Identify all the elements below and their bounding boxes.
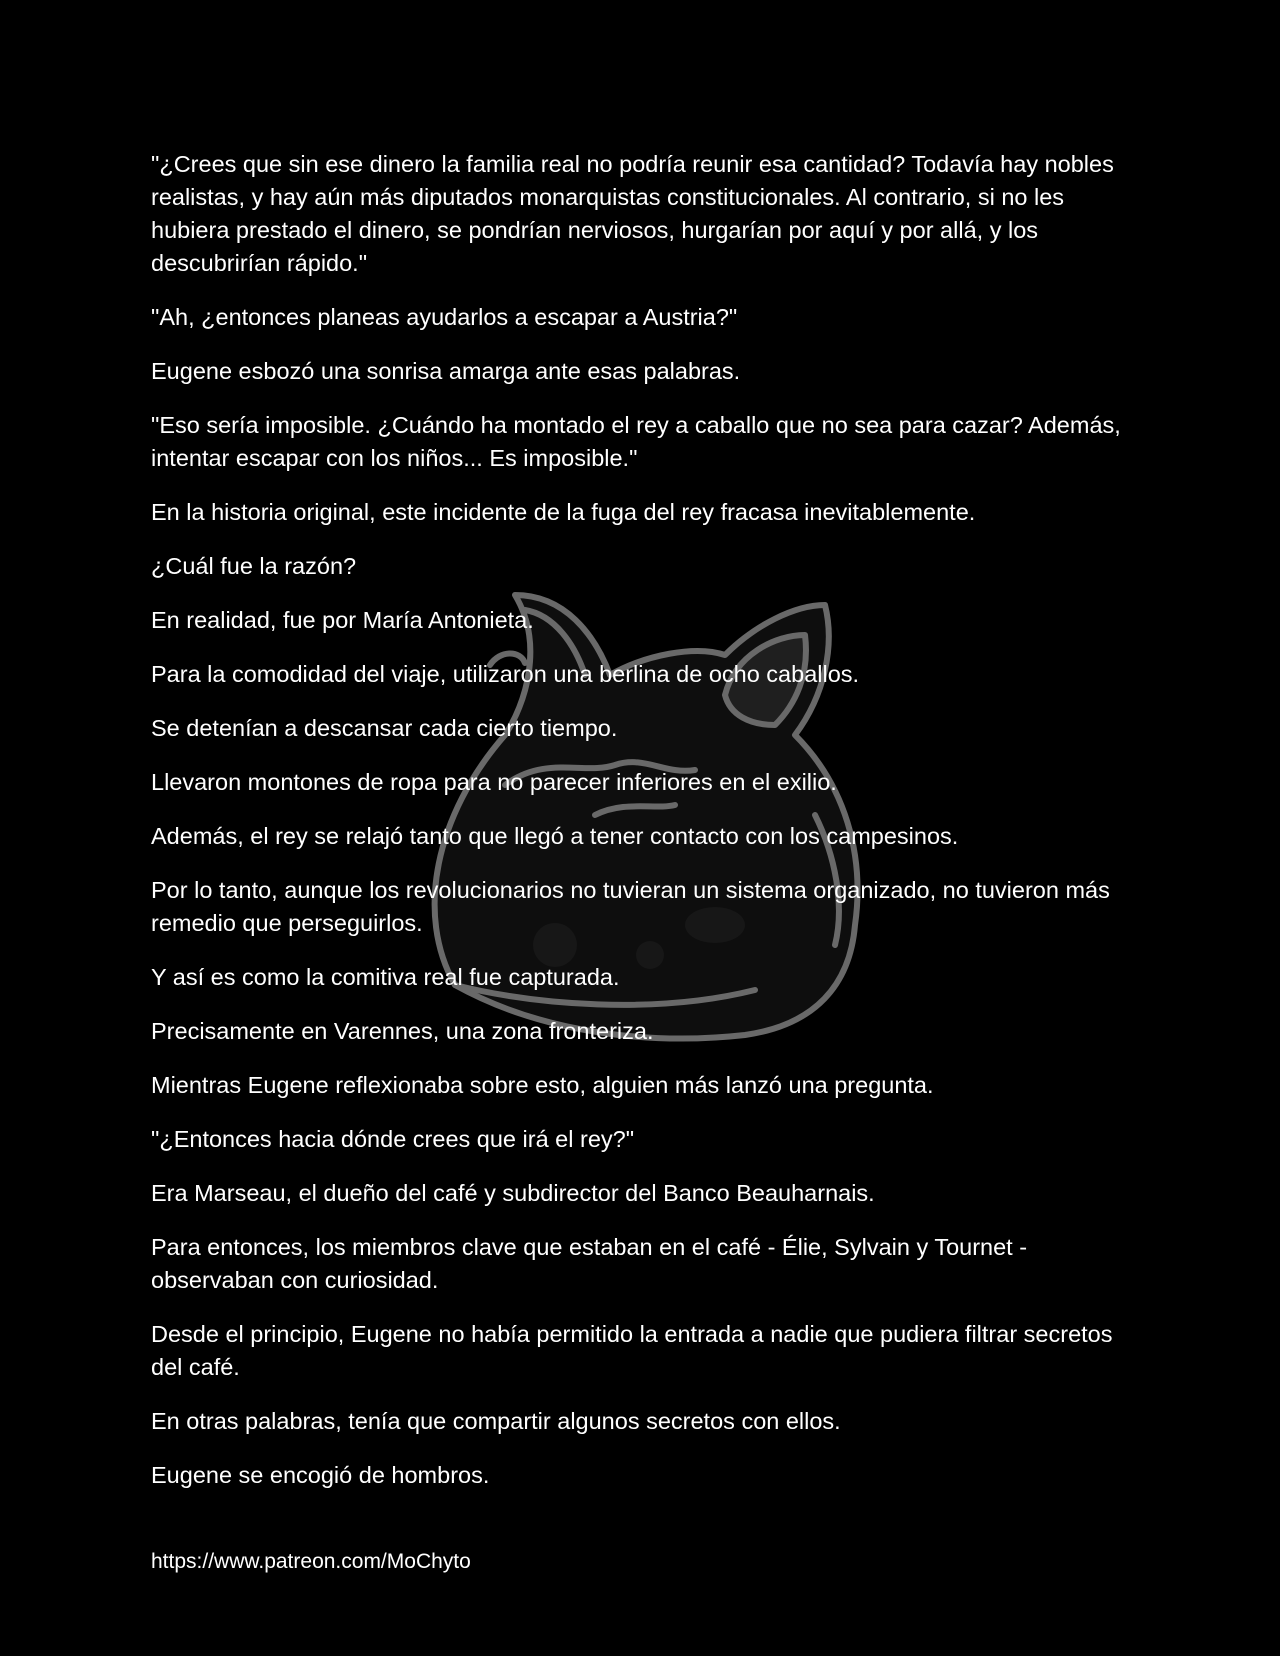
paragraph: En otras palabras, tenía que compartir algunos secretos con ellos. [151, 1408, 841, 1434]
paragraph: Eugene esbozó una sonrisa amarga ante esas palabras. [151, 358, 741, 384]
paragraph: Para la comodidad del viaje, utilizaron una berlina de ocho caballos. [151, 661, 860, 687]
paragraph: Se detenían a descansar cada cierto tiempo. [151, 715, 618, 741]
paragraph: Mientras Eugene reflexionaba sobre esto, alguien más lanzó una pregunta. [151, 1072, 934, 1098]
paragraph: Además, el rey se relajó tanto que llegó a tener contacto con los campesinos. [151, 823, 959, 849]
paragraph: Y así es como la comitiva real fue capturada. [151, 964, 620, 990]
paragraph: Era Marseau, el dueño del café y subdirector del Banco Beauharnais. [151, 1180, 875, 1206]
paragraph: Para entonces, los miembros clave que estaban en el café - Élie, Sylvain y Tournet - observaban con curiosidad. [151, 1234, 1028, 1293]
chapter-text [151, 148, 1136, 1513]
paragraph: En la historia original, este incidente de la fuga del rey fracasa inevitablemente. [151, 499, 976, 525]
paragraph: "¿Crees que sin ese dinero la familia real no podría reunir esa cantidad? Todavía hay nobles realistas, y hay aún más diputados monarquistas constitucionales. Al contrario, si no les hubiera prestado el dinero, se pondrían nerviosos, hurgarían por aquí y por allá, y los descubrirían rápido." [151, 151, 1114, 276]
patreon-link[interactable]: https://www.patreon.com/MoChyto [151, 1550, 471, 1573]
paragraph: Precisamente en Varennes, una zona fronteriza. [151, 1018, 654, 1044]
paragraph: "¿Entonces hacia dónde crees que irá el rey?" [151, 1126, 635, 1152]
paragraph: En realidad, fue por María Antonieta. [151, 607, 534, 633]
paragraph: Eugene se encogió de hombros. [151, 1462, 490, 1488]
paragraph: ¿Cuál fue la razón? [151, 553, 357, 579]
paragraph: "Ah, ¿entonces planeas ayudarlos a escapar a Austria?" [151, 304, 738, 330]
paragraph: Por lo tanto, aunque los revolucionarios no tuvieran un sistema organizado, no tuvieron más remedio que perseguirlos. [151, 877, 1110, 936]
paragraph: Desde el principio, Eugene no había permitido la entrada a nadie que pudiera filtrar secretos del café. [151, 1321, 1113, 1380]
paragraph: "Eso sería imposible. ¿Cuándo ha montado el rey a caballo que no sea para cazar? Además, intentar escapar con los niños... Es imposible." [151, 412, 1121, 471]
paragraph: Llevaron montones de ropa para no parecer inferiores en el exilio. [151, 769, 837, 795]
